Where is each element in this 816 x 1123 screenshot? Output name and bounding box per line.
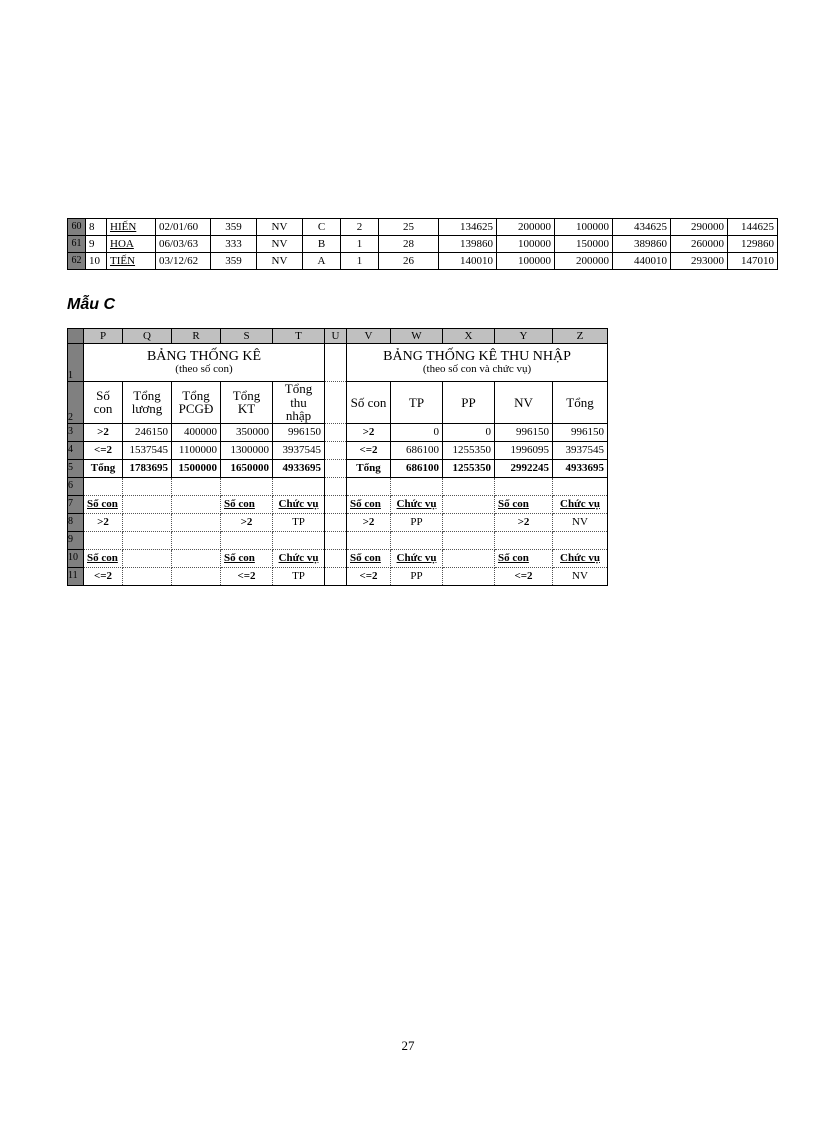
- left-header-cell[interactable]: Tổng PCGĐ: [172, 382, 221, 424]
- row-header[interactable]: 11: [68, 567, 84, 585]
- row-header[interactable]: 60: [68, 219, 86, 236]
- cell[interactable]: [123, 477, 172, 495]
- criteria-value-cell[interactable]: [172, 513, 221, 531]
- right-total-cell[interactable]: 1255350: [443, 459, 495, 477]
- employee-cell[interactable]: 100000: [555, 219, 613, 236]
- row-header[interactable]: 10: [68, 549, 84, 567]
- right-total-cell[interactable]: 4933695: [553, 459, 608, 477]
- row-header[interactable]: 9: [68, 531, 84, 549]
- employee-row: [68, 236, 778, 253]
- criteria-label-cell[interactable]: [325, 495, 347, 513]
- criteria-value-cell[interactable]: [172, 567, 221, 585]
- criteria-value-cell[interactable]: [443, 567, 495, 585]
- left-header-cell[interactable]: Tổng lương: [123, 382, 172, 424]
- cell[interactable]: [123, 531, 172, 549]
- row-header[interactable]: 1: [68, 344, 84, 382]
- column-header[interactable]: V: [347, 329, 391, 344]
- employee-cell[interactable]: 293000: [671, 253, 728, 270]
- criteria-value-cell[interactable]: >2: [84, 513, 123, 531]
- employee-cell[interactable]: 200000: [497, 219, 555, 236]
- criteria-label-cell[interactable]: [123, 495, 172, 513]
- criteria-label-cell[interactable]: Chức vụ: [273, 495, 325, 513]
- criteria-value-cell[interactable]: NV: [553, 567, 608, 585]
- left-data-cell[interactable]: <=2: [84, 441, 123, 459]
- employee-cell[interactable]: 359: [211, 253, 257, 270]
- right-data-cell[interactable]: 1255350: [443, 441, 495, 459]
- criteria-label-cell[interactable]: Số con: [84, 549, 123, 567]
- employee-cell[interactable]: 9: [86, 236, 107, 253]
- left-table-subtitle: (theo số con): [175, 363, 233, 375]
- employee-cell[interactable]: HOA: [107, 236, 156, 253]
- right-data-cell[interactable]: 996150: [553, 423, 608, 441]
- employee-cell[interactable]: 134625: [439, 219, 497, 236]
- cell[interactable]: [84, 531, 123, 549]
- right-data-cell[interactable]: 0: [391, 423, 443, 441]
- row-header[interactable]: 5: [68, 459, 84, 477]
- right-header-cell[interactable]: NV: [495, 382, 553, 424]
- criteria-value-cell[interactable]: <=2: [347, 567, 391, 585]
- left-total-cell[interactable]: 1650000: [221, 459, 273, 477]
- criteria-value-cell[interactable]: [123, 567, 172, 585]
- column-header-row: [68, 329, 608, 344]
- row-header[interactable]: 8: [68, 513, 84, 531]
- criteria-value-cell[interactable]: [325, 513, 347, 531]
- employee-cell[interactable]: 147010: [728, 253, 778, 270]
- right-data-cell[interactable]: 0: [443, 423, 495, 441]
- employee-cell[interactable]: NV: [257, 236, 303, 253]
- cell[interactable]: [325, 344, 347, 382]
- column-header[interactable]: Y: [495, 329, 553, 344]
- row-header[interactable]: 2: [68, 382, 84, 424]
- criteria-value-cell[interactable]: <=2: [495, 567, 553, 585]
- criteria-label-cell[interactable]: Số con: [347, 495, 391, 513]
- criteria-label-cell[interactable]: Chức vụ: [553, 495, 608, 513]
- left-data-cell[interactable]: 400000: [172, 423, 221, 441]
- employee-cell[interactable]: 2: [341, 219, 379, 236]
- employee-cell[interactable]: 144625: [728, 219, 778, 236]
- right-table-subtitle: (theo số con và chức vụ): [422, 363, 532, 375]
- employee-cell[interactable]: 1: [341, 253, 379, 270]
- employee-cell[interactable]: NV: [257, 253, 303, 270]
- employee-rows-table: [67, 218, 778, 270]
- left-data-cell[interactable]: >2: [84, 423, 123, 441]
- criteria-value-cell[interactable]: >2: [347, 513, 391, 531]
- right-table-title: BẢNG THỐNG KÊ THU NHẬP: [383, 349, 571, 364]
- left-data-cell[interactable]: 1300000: [221, 441, 273, 459]
- criteria-value-cell[interactable]: <=2: [221, 567, 273, 585]
- cell[interactable]: [325, 477, 347, 495]
- criteria-label-cell[interactable]: [123, 549, 172, 567]
- cell[interactable]: [553, 531, 608, 549]
- criteria-value-cell[interactable]: PP: [391, 513, 443, 531]
- employee-cell[interactable]: TIẾN: [107, 253, 156, 270]
- employee-cell[interactable]: 02/01/60: [156, 219, 211, 236]
- cell[interactable]: [172, 477, 221, 495]
- criteria-value-cell[interactable]: TP: [273, 567, 325, 585]
- employee-row: [68, 253, 778, 270]
- column-header[interactable]: Q: [123, 329, 172, 344]
- column-header[interactable]: S: [221, 329, 273, 344]
- cell[interactable]: [325, 382, 347, 424]
- criteria-label-cell[interactable]: [172, 549, 221, 567]
- cell[interactable]: [325, 423, 347, 441]
- criteria-label-cell[interactable]: Chức vụ: [391, 549, 443, 567]
- left-total-cell[interactable]: Tổng: [84, 459, 123, 477]
- left-table-title: BẢNG THỐNG KÊ: [146, 349, 262, 364]
- cell[interactable]: [221, 477, 273, 495]
- right-data-cell[interactable]: <=2: [347, 441, 391, 459]
- cell[interactable]: [325, 531, 347, 549]
- employee-cell[interactable]: 25: [379, 219, 439, 236]
- cell[interactable]: [495, 531, 553, 549]
- right-header-cell[interactable]: Tổng: [553, 382, 608, 424]
- cell[interactable]: [443, 477, 495, 495]
- left-header-cell[interactable]: Tổng KT: [221, 382, 273, 424]
- employee-cell[interactable]: 8: [86, 219, 107, 236]
- column-header[interactable]: T: [273, 329, 325, 344]
- employee-cell[interactable]: 434625: [613, 219, 671, 236]
- criteria-label-cell[interactable]: Số con: [347, 549, 391, 567]
- column-header[interactable]: Z: [553, 329, 608, 344]
- cell[interactable]: [443, 531, 495, 549]
- right-data-cell[interactable]: 3937545: [553, 441, 608, 459]
- employee-cell[interactable]: 139860: [439, 236, 497, 253]
- criteria-label-cell[interactable]: [325, 549, 347, 567]
- right-total-cell[interactable]: 2992245: [495, 459, 553, 477]
- cell[interactable]: [495, 477, 553, 495]
- row-header[interactable]: 61: [68, 236, 86, 253]
- criteria-label-cell[interactable]: Chức vụ: [553, 549, 608, 567]
- right-data-cell[interactable]: 1996095: [495, 441, 553, 459]
- criteria-label-cell[interactable]: [172, 495, 221, 513]
- left-data-cell[interactable]: 3937545: [273, 441, 325, 459]
- employee-cell[interactable]: 26: [379, 253, 439, 270]
- right-data-cell[interactable]: 686100: [391, 441, 443, 459]
- left-data-cell[interactable]: 1537545: [123, 441, 172, 459]
- employee-cell[interactable]: 150000: [555, 236, 613, 253]
- criteria-label-cell[interactable]: Số con: [84, 495, 123, 513]
- criteria-value-cell[interactable]: [325, 567, 347, 585]
- row-header[interactable]: 4: [68, 441, 84, 459]
- column-header[interactable]: W: [391, 329, 443, 344]
- right-total-cell[interactable]: 686100: [391, 459, 443, 477]
- row-header[interactable]: 3: [68, 423, 84, 441]
- criteria-value-cell[interactable]: >2: [221, 513, 273, 531]
- right-data-cell[interactable]: 996150: [495, 423, 553, 441]
- employee-row: [68, 219, 778, 236]
- cell[interactable]: [273, 477, 325, 495]
- cell[interactable]: [553, 477, 608, 495]
- left-total-cell[interactable]: 4933695: [273, 459, 325, 477]
- row-header[interactable]: 62: [68, 253, 86, 270]
- cell[interactable]: [84, 477, 123, 495]
- cell[interactable]: [347, 531, 391, 549]
- criteria-label-cell[interactable]: Chức vụ: [391, 495, 443, 513]
- cell[interactable]: [325, 441, 347, 459]
- employee-cell[interactable]: 100000: [497, 253, 555, 270]
- employee-cell[interactable]: 129860: [728, 236, 778, 253]
- criteria-value-cell[interactable]: NV: [553, 513, 608, 531]
- employee-cell[interactable]: 359: [211, 219, 257, 236]
- employee-cell[interactable]: 290000: [671, 219, 728, 236]
- right-data-cell[interactable]: >2: [347, 423, 391, 441]
- cell[interactable]: [391, 531, 443, 549]
- column-header[interactable]: R: [172, 329, 221, 344]
- column-header[interactable]: X: [443, 329, 495, 344]
- criteria-label-cell[interactable]: Chức vụ: [273, 549, 325, 567]
- criteria-label-cell[interactable]: [443, 549, 495, 567]
- column-header[interactable]: U: [325, 329, 347, 344]
- left-data-cell[interactable]: 350000: [221, 423, 273, 441]
- criteria-label-cell[interactable]: [443, 495, 495, 513]
- employee-cell[interactable]: 333: [211, 236, 257, 253]
- left-header-cell[interactable]: Số con: [84, 382, 123, 424]
- right-table-title-cell[interactable]: [347, 344, 608, 382]
- criteria-label-cell[interactable]: Số con: [495, 495, 553, 513]
- left-data-cell[interactable]: 996150: [273, 423, 325, 441]
- section-caption: Mẫu C: [67, 296, 115, 313]
- employee-cell[interactable]: 1: [341, 236, 379, 253]
- employee-cell[interactable]: 10: [86, 253, 107, 270]
- employee-cell[interactable]: 06/03/63: [156, 236, 211, 253]
- criteria-label-cell[interactable]: Số con: [495, 549, 553, 567]
- left-data-cell[interactable]: 1100000: [172, 441, 221, 459]
- cell[interactable]: [347, 477, 391, 495]
- criteria-label-cell[interactable]: Số con: [221, 495, 273, 513]
- cell[interactable]: [221, 531, 273, 549]
- employee-cell[interactable]: 100000: [497, 236, 555, 253]
- left-table-title-cell[interactable]: [84, 344, 325, 382]
- left-header-cell[interactable]: Tổng thu nhập: [273, 382, 325, 424]
- employee-cell[interactable]: HIẾN: [107, 219, 156, 236]
- employee-cell[interactable]: B: [303, 236, 341, 253]
- employee-cell[interactable]: A: [303, 253, 341, 270]
- employee-cell[interactable]: 260000: [671, 236, 728, 253]
- cell[interactable]: [273, 531, 325, 549]
- employee-cell[interactable]: 389860: [613, 236, 671, 253]
- cell[interactable]: [325, 459, 347, 477]
- right-header-cell[interactable]: PP: [443, 382, 495, 424]
- criteria-label-cell[interactable]: Số con: [221, 549, 273, 567]
- criteria-value-cell[interactable]: <=2: [84, 567, 123, 585]
- row-header[interactable]: 6: [68, 477, 84, 495]
- left-total-cell[interactable]: 1500000: [172, 459, 221, 477]
- criteria-value-cell[interactable]: PP: [391, 567, 443, 585]
- column-header[interactable]: P: [84, 329, 123, 344]
- criteria-value-cell[interactable]: TP: [273, 513, 325, 531]
- employee-cell[interactable]: 200000: [555, 253, 613, 270]
- left-data-cell[interactable]: 246150: [123, 423, 172, 441]
- cell[interactable]: [391, 477, 443, 495]
- mau-c-spreadsheet: [67, 328, 607, 586]
- criteria-value-cell[interactable]: >2: [495, 513, 553, 531]
- row-header[interactable]: 7: [68, 495, 84, 513]
- employee-cell[interactable]: 140010: [439, 253, 497, 270]
- right-header-cell[interactable]: Số con: [347, 382, 391, 424]
- criteria-value-cell[interactable]: [443, 513, 495, 531]
- employee-cell[interactable]: 28: [379, 236, 439, 253]
- criteria-value-cell[interactable]: [123, 513, 172, 531]
- right-total-cell[interactable]: Tổng: [347, 459, 391, 477]
- employee-cell[interactable]: 03/12/62: [156, 253, 211, 270]
- corner-cell[interactable]: [68, 329, 84, 344]
- employee-cell[interactable]: 440010: [613, 253, 671, 270]
- employee-cell[interactable]: C: [303, 219, 341, 236]
- cell[interactable]: [172, 531, 221, 549]
- left-total-cell[interactable]: 1783695: [123, 459, 172, 477]
- page-number: 27: [401, 1038, 415, 1053]
- employee-cell[interactable]: NV: [257, 219, 303, 236]
- right-header-cell[interactable]: TP: [391, 382, 443, 424]
